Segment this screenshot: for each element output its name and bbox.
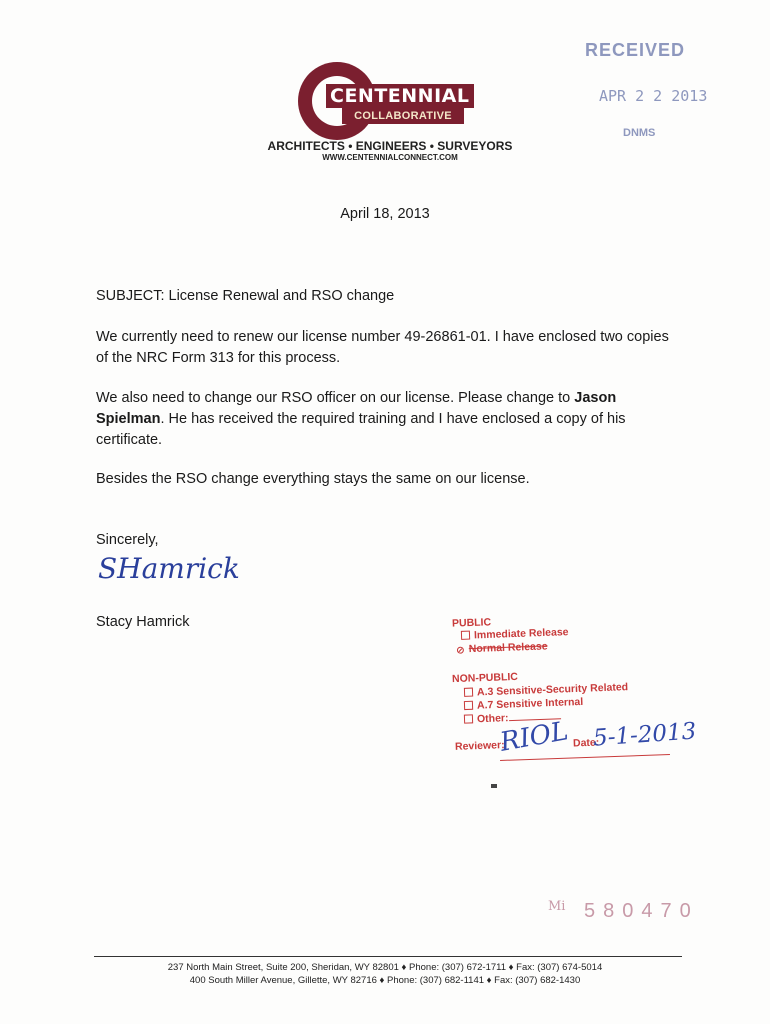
footer-divider bbox=[94, 956, 682, 957]
immediate-release-label: Immediate Release bbox=[473, 626, 569, 642]
doc-number-mark: Mi bbox=[548, 899, 566, 914]
checked-box-icon: ⊘ bbox=[455, 644, 466, 657]
review-date: 5-1-2013 bbox=[592, 718, 698, 752]
new-rso-name: Jason Spielman bbox=[96, 390, 617, 427]
stamp-immediate-release bbox=[461, 626, 569, 642]
logo-wordmark: CENTENNIAL bbox=[326, 84, 474, 108]
letter-subject: SUBJECT: License Renewal and RSO change bbox=[96, 288, 395, 304]
checkbox-icon bbox=[461, 631, 470, 640]
checkbox-icon bbox=[464, 701, 473, 710]
letter-paragraph-1: We currently need to renew our license number 49-26861-01. I have enclosed two copies of the NRC Form 313 for this process. bbox=[96, 329, 669, 366]
doc-number: 580470 bbox=[584, 900, 699, 922]
footer-address-sheridan: 237 North Main Street, Suite 200, Sheridan, WY 82801 ♦ Phone: (307) 672-1711 ♦ Fax: (307) 674-5014 bbox=[167, 962, 603, 973]
paragraph-2-start: We also need to change our RSO officer on our license. Please change to bbox=[96, 390, 575, 406]
footer-address-gillette: 400 South Miller Avenue, Gillette, WY 82716 ♦ Phone: (307) 682-1141 ♦ Fax: (307) 682-1430 bbox=[189, 975, 581, 986]
stamp-normal-release bbox=[456, 640, 548, 656]
handwritten-signature: SHamrick bbox=[98, 552, 240, 585]
company-tagline: ARCHITECTS • ENGINEERS • SURVEYORS bbox=[267, 139, 513, 153]
letter-date: April 18, 2013 bbox=[340, 206, 430, 222]
stamp-a7-option bbox=[464, 696, 584, 712]
company-website: WWW.CENTENNIALCONNECT.COM bbox=[322, 153, 458, 162]
checkbox-icon bbox=[464, 688, 473, 697]
stamp-public-heading: PUBLIC bbox=[451, 616, 492, 630]
signer-name: Stacy Hamrick bbox=[96, 614, 190, 630]
received-stamp-date: APR 2 2 2013 bbox=[599, 87, 708, 105]
a7-label: A.7 Sensitive Internal bbox=[476, 695, 584, 712]
reviewer-initials: RIOL bbox=[497, 716, 571, 758]
stamp-nonpublic-heading: NON-PUBLIC bbox=[451, 670, 519, 686]
a3-label: A.3 Sensitive-Security Related bbox=[476, 681, 629, 699]
stamp-date-label: Date: bbox=[572, 736, 600, 750]
scan-speck bbox=[491, 784, 497, 788]
other-label: Other: bbox=[476, 712, 509, 726]
checkbox-icon bbox=[464, 714, 473, 723]
paragraph-2-end: . He has received the required training and I have enclosed a copy of his certificate. bbox=[96, 411, 626, 448]
received-stamp-org: DNMS bbox=[623, 127, 656, 139]
stamp-reviewer-label: Reviewer: bbox=[454, 739, 505, 753]
letter-paragraph-3: Besides the RSO change everything stays the same on our license. bbox=[96, 471, 530, 487]
stamp-underline bbox=[500, 754, 670, 761]
logo-subtitle: COLLABORATIVE bbox=[342, 108, 464, 124]
letter-paragraph-2 bbox=[96, 388, 676, 451]
letter-closing: Sincerely, bbox=[96, 532, 159, 548]
received-stamp-title: RECEIVED bbox=[585, 40, 686, 60]
normal-release-label: Normal Release bbox=[468, 640, 548, 656]
